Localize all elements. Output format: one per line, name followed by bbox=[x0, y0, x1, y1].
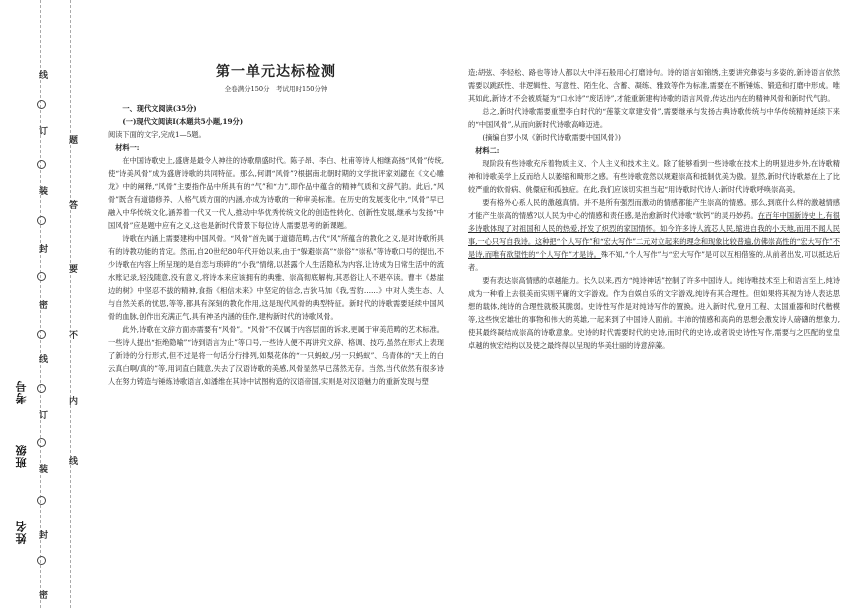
underlined-text: 在百年中国新诗史上,有很多诗歌体现了对祖国和人民的热爱,抒发了炽烈的家国情怀。如今许多诗人流芯人民,缩进自我的小天地,而用不闻人民事,一心只写自我诗。这种把“个人写作”和“宏大写作”二元对立起来的理念和现象比较普遍,仿佛崇高性的“宏大写作”不是诗,而唯有欲望性的“个人写作”才是诗。 bbox=[468, 211, 840, 259]
margin-char: 订 bbox=[37, 126, 47, 135]
page-title: 第一单元达标检测 bbox=[216, 64, 336, 80]
margin-char: 线 bbox=[37, 354, 47, 363]
material-two-label: 材料二: bbox=[475, 146, 500, 155]
hole-circle bbox=[37, 330, 46, 339]
left-column bbox=[108, 66, 444, 388]
hole-circle bbox=[37, 160, 46, 169]
hole-circle bbox=[37, 272, 46, 281]
paragraph: 在中国诗歌史上,盛唐是最令人神往的诗歌鼎盛时代。陈子昂、李白、杜甫等诗人相继高扬“风骨”传统,使“诗美风骨”成为盛唐诗歌的共同特征。那么,何谓“风骨”?根据南北朝时期的文学批评家刘勰在《文心雕龙》中的阐释,“风骨”主要指作品中所具有的“气”和“力”,即作品中蕴含的精神气质和文辞气韵。此后,“风骨”既含有道德修养、人格气质方面的内涵,亦成为诗歌的一种审美标准。在历史的发展变化中,“风骨”早已融入中华传统文化,涵养着一代又一代人,推动中华优秀传统文化的创造性转化、创新性发展,继承与发扬“中国风骨”应是题中应有之义,这也是新时代背景下每位诗人需要思考的新课题。 bbox=[108, 156, 444, 230]
margin-char: 密 bbox=[37, 590, 47, 599]
hole-circle bbox=[37, 100, 46, 109]
paragraph: 总之,新时代诗歌需要重塑李白时代的“莲篆文章建安骨”,需要继承与发扬古典诗歌传统与中华传统精神延续下来的“中国风骨”,从而向新时代诗歌高峰迈进。 bbox=[468, 107, 840, 129]
instruction-text: 阅读下面的文字,完成1—5题。 bbox=[108, 130, 206, 139]
page-subtitle: 全卷满分150分 考试用时150分钟 bbox=[224, 85, 328, 93]
paragraph-text: 殊不知,“个人写作”与“宏大写作”是可以互相借鉴的,从前者出发,可以抵达后者。 bbox=[468, 250, 841, 272]
margin-char: 线 bbox=[37, 70, 47, 79]
margin-char: 装 bbox=[37, 186, 47, 195]
paragraph: 造;胡弦、李轻松、路也等诗人都以大中洋石般用心打磨诗句。诗的语言如锦绣,主要讲究彝姿与多姿的,新诗语言依然需要以跳跃性、非逻辑性、写意性、陌生化、含蓄、凝练、雅致等作为标准,需要在不断锤炼、锻造和打磨中形成。唯其如此,新诗才不会被质疑为“口水诗”“废话诗”,才能重新建构诗歌的语言风骨,传达出内在的精神风骨和新时代气韵。 bbox=[468, 68, 840, 103]
paragraph bbox=[468, 196, 840, 274]
margin-inner-char: 题 bbox=[67, 135, 77, 144]
paragraph: 现阶段有些诗歌充斥着物质主义、个人主义和技术主义。除了能够看到一些诗歌在技术上的明显进步外,在诗歌精神和诗歌美学上反而给人以萎缩和畸形之感。有些诗歌竟然以规避崇高和抵制优美为傲。显然,新时代诗歌悬在上了比较严重的软骨病、佻儇症和孤独症。在此,我们应该切实担当起“用诗歌时代诗人:新时代诗歌呼唤崇高美。 bbox=[468, 159, 840, 194]
margin-char: 装 bbox=[37, 464, 47, 473]
exam-number-label: 考号 bbox=[15, 380, 28, 404]
source-citation: (摘编自罗小凤《新时代诗歌需要中国风骨》) bbox=[482, 133, 621, 142]
paragraph-text: 要有格外心系人民的激越真情。并不是所有强烈而激动的情感都能产生崇高的情感。那么,到底什么样的激越情感才能产生崇高的情感?以人民为中心的情感和责任感,是治愈新时代诗歌“软钙”的灵丹妙药。 bbox=[468, 198, 840, 220]
binding-margin bbox=[0, 0, 96, 608]
subsection-heading: (一)现代文阅读Ⅰ(本题共5小题,19分) bbox=[122, 117, 244, 126]
name-label: 姓名 bbox=[15, 520, 28, 544]
margin-char: 密 bbox=[37, 300, 47, 309]
hole-circle bbox=[37, 556, 46, 565]
material-one-label: 材料一: bbox=[115, 143, 140, 152]
margin-inner-char: 不 bbox=[67, 330, 77, 339]
paragraph: 此外,诗歌在文辞方面亦需要有“风骨”。“风骨”不仅属于内容层面的诉求,更属于审美范畴的艺术标准。一些诗人提出“拒绝隐喻”“诗到语言为止”等口号,一些诗人便不再讲究文辞、格调、技巧,虽然在形式上表现了新诗的分行形式,但不过是将一句话分行排列,如梨花体的“一只蚂蚁,/另一只蚂蚁”、乌青体的“天上的白云真白啊/真的”等,用词直白随意,失去了汉语诗歌的美感,风骨显然早已荡然无存。当然,当代依然有很多诗人在努力铸造与锤炼诗歌语言,如潘维在其诗中试图构造的汉语帝国,实则是对汉语魅力的重新发现与塑 bbox=[108, 325, 444, 386]
paragraph: 要有表达崇高情感的卓越能力。长久以来,西方“纯诗神话”控制了许多中国诗人。纯诗唯技术至上和语言至上,纯诗成为一种看上去很美而实则平庸的文字游戏。作为自娱自乐的文字游戏,纯诗有其合理性。但如果将其视为诗人表达思想的载体,纯诗的合理性就极其脆弱。史诗性写作是对纯诗写作的置换。进入新时代,登月工程、太国重器和时代楷模等,这些恢宏雄壮的事物和伟大的英雄,一起来到了中国诗人面前。丰沛的情感和高尚的思想会激发诗人磅礴的想象力,使其最终凝结成崇高的诗歌意象。史诗的时代需要时代的史诗,而时代的史诗,或者说史诗性写作,需要与之匹配的堂皇卓越的恢宏结构以及使之最终得以呈现的华美壮丽的诗意辞藻。 bbox=[468, 276, 840, 350]
right-column bbox=[468, 66, 840, 352]
hole-circle bbox=[37, 496, 46, 505]
margin-inner-char: 线 bbox=[67, 456, 77, 465]
class-label: 班级 bbox=[15, 444, 28, 468]
hole-circle bbox=[37, 384, 46, 393]
hole-circle bbox=[37, 438, 46, 447]
margin-char: 封 bbox=[37, 244, 47, 253]
paragraph: 诗歌在内涵上需要建构中国风骨。“风骨”首先属于道德范畴,古代“风”所蕴含的教化之义,是对诗歌所具有的诗教功能的肯定。然而,自20世纪80年代开始以来,由于“躲避崇高”“崇俗”“崇私”等诗歌口号的提出,不少诗歌在内容上所呈现的是自恋与琐碎的“小我”情绪,以甚露个人生活隐私为内容,让诗成为日常生活中的流水账记录,轻浅随意,没有意义,将诗本来应该拥有的典雅、崇高彻底解构,其恶俗让人不堪卒读。曹丰《悬崖边的树》中坚忍不拔的精神,食指《相信未来》中坚定的信念,吉狄马加《我,雪豹……》中对人类生态、人与自然关系的忧思,等等,都具有深刻的教化作用,这是现代风骨的典型特征。新时代的诗歌需要延续中国风骨的血脉,创作出充满正气,具有神圣内涵的佳作,建构新时代的诗歌风骨。 bbox=[108, 234, 444, 321]
margin-char: 订 bbox=[37, 410, 47, 419]
margin-inner-char: 内 bbox=[67, 396, 77, 405]
hole-circle bbox=[37, 216, 46, 225]
margin-char: 封 bbox=[37, 530, 47, 539]
margin-inner-char: 答 bbox=[67, 200, 77, 209]
section-heading: 一、现代文阅读(35分) bbox=[122, 104, 197, 113]
margin-inner-char: 要 bbox=[67, 264, 77, 273]
inner-dashed-line bbox=[70, 0, 71, 608]
